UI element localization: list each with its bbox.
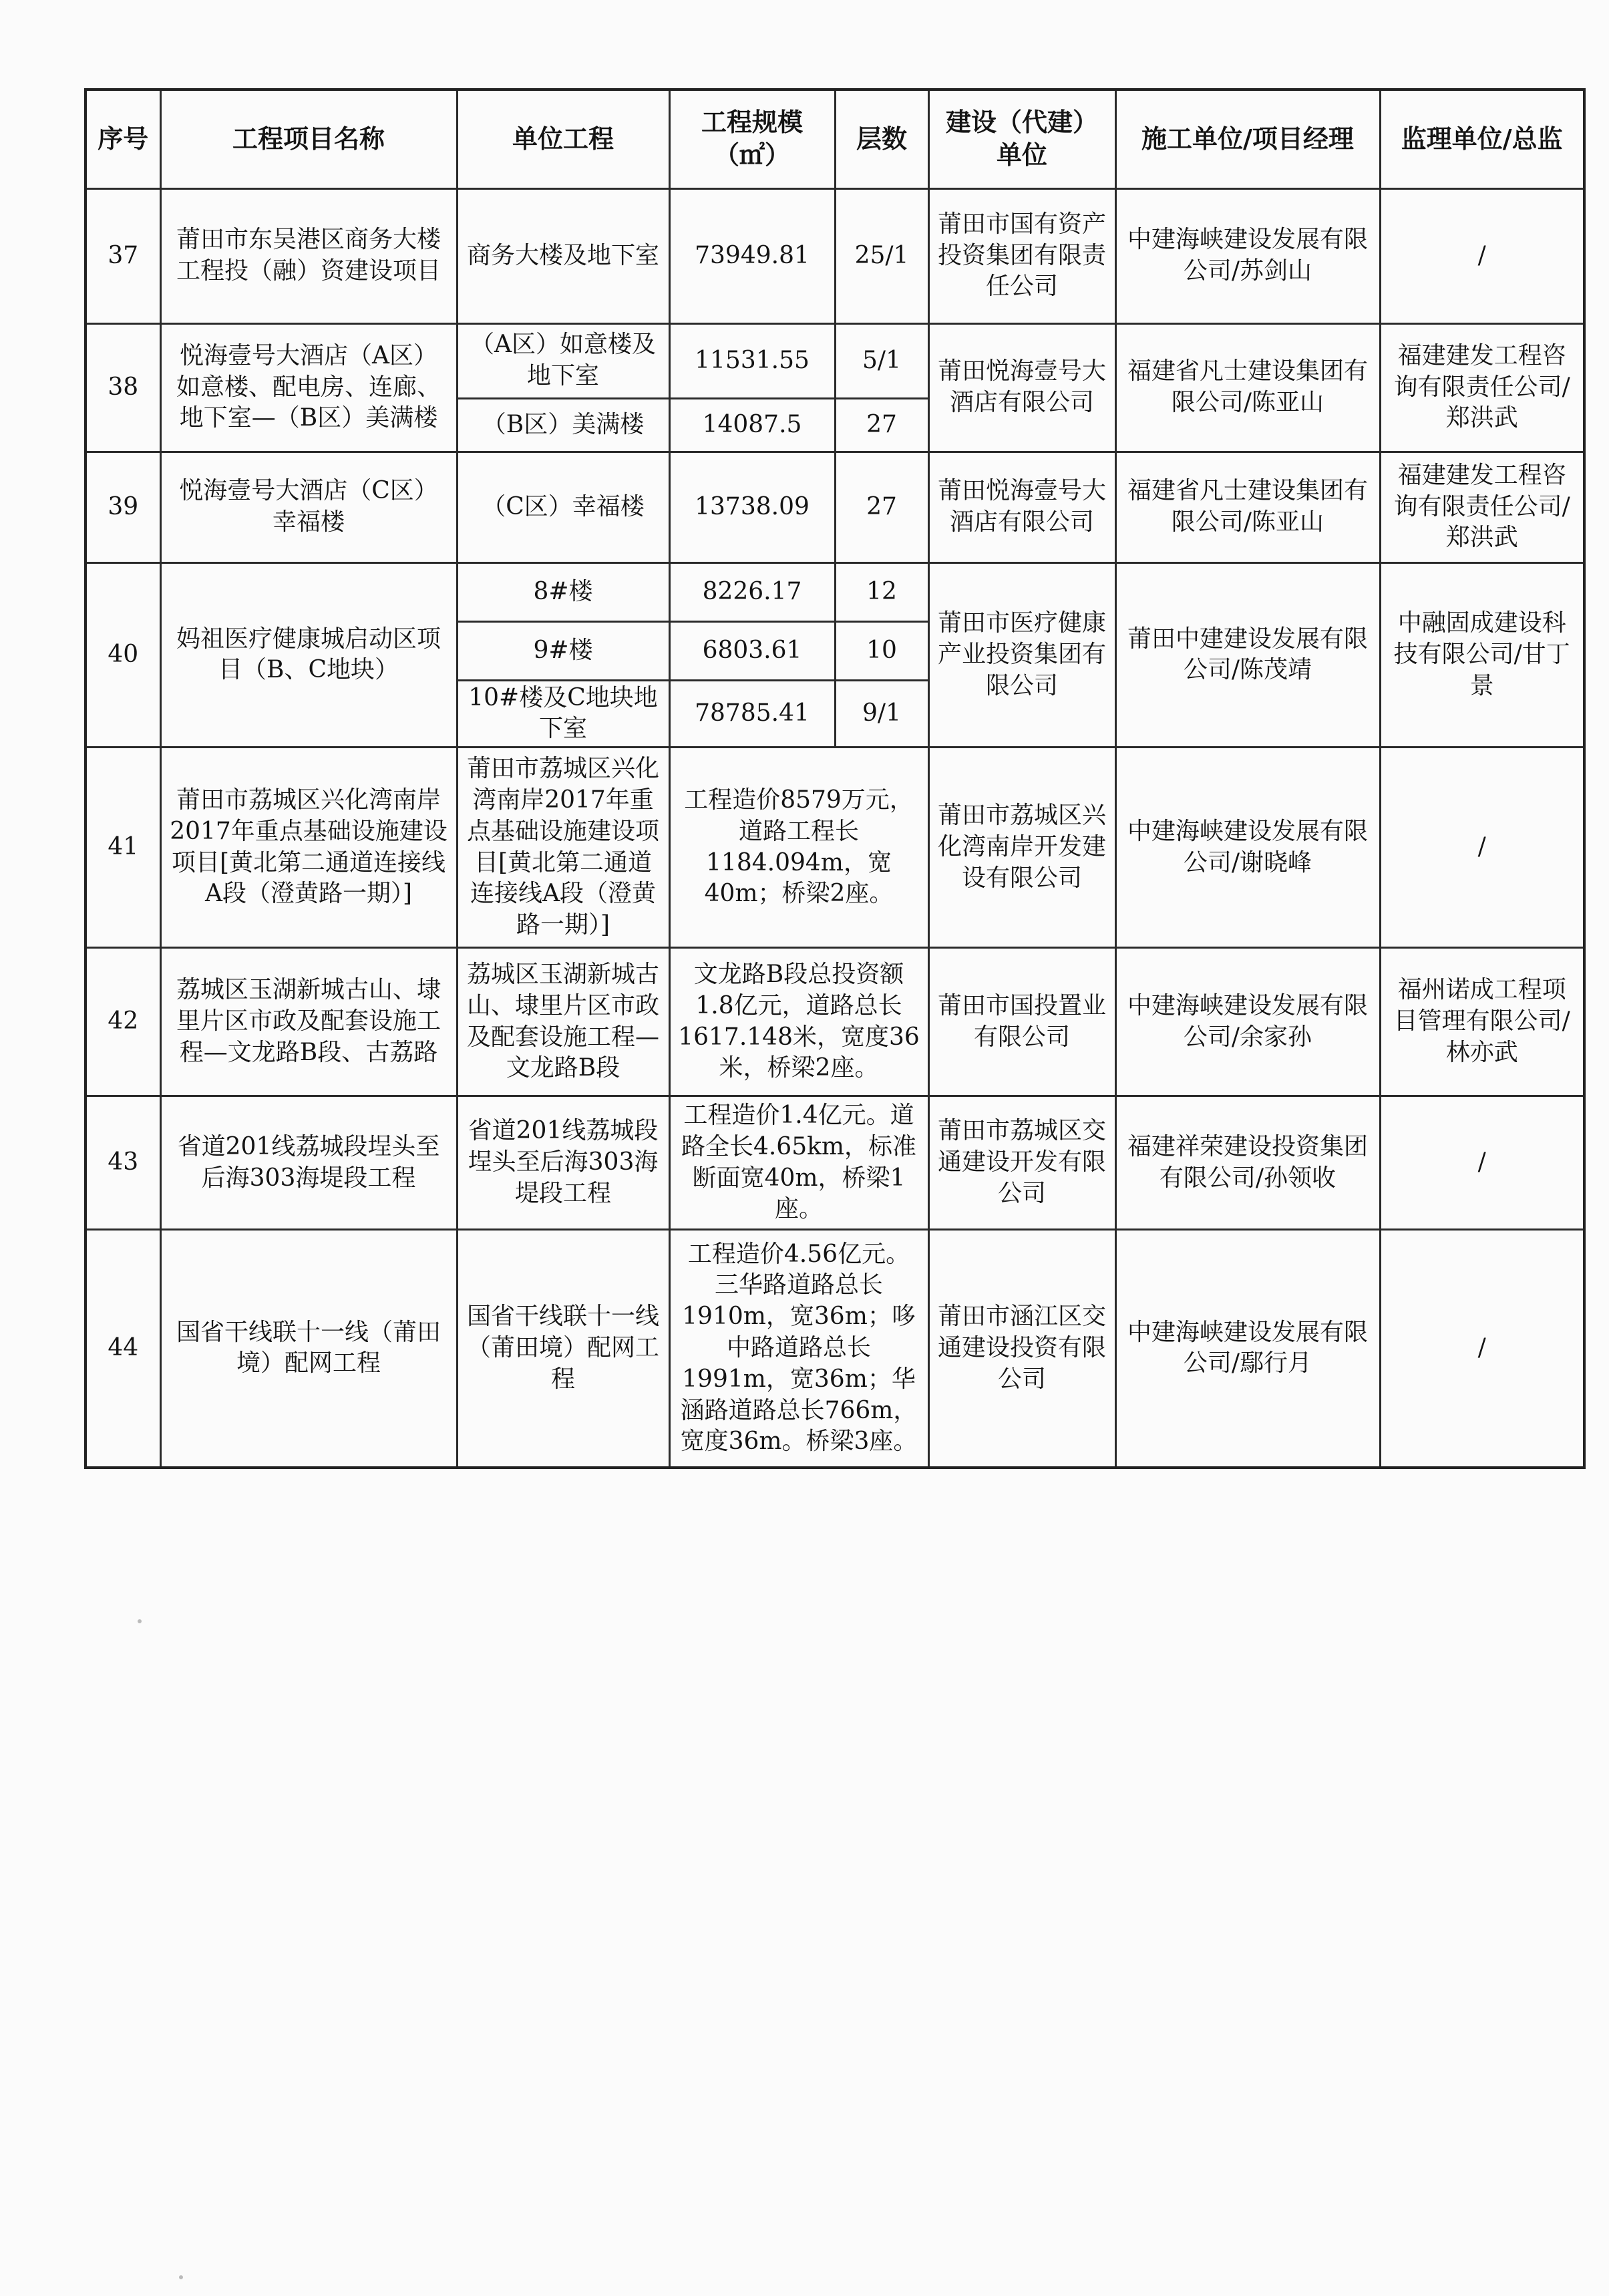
row-number: 44 [85,1230,160,1468]
header-cell: 层数 [835,90,928,188]
unit-scale: 73949.81 [669,188,835,323]
unit-name: （C区）幸福楼 [457,452,669,562]
contractor: 中建海峡建设发展有限公司/鄢行月 [1115,1230,1380,1468]
unit-scale: 工程造价8579万元，道路工程长1184.094m，宽40m；桥梁2座。 [669,748,928,948]
contractor: 中建海峡建设发展有限公司/余家孙 [1115,948,1380,1096]
unit-name: 商务大楼及地下室 [457,188,669,323]
unit-floors: 5/1 [835,323,928,398]
header-cell: 序号 [85,90,160,188]
header-cell: 工程项目名称 [160,90,457,188]
builder: 莆田市国投置业有限公司 [928,948,1115,1096]
unit-scale: 14087.5 [669,398,835,452]
unit-scale: 78785.41 [669,680,835,748]
project-name: 莆田市东吴港区商务大楼工程投（融）资建设项目 [160,188,457,323]
table-row [85,1230,1584,1468]
builder: 莆田市荔城区兴化湾南岸开发建设有限公司 [928,748,1115,948]
unit-name: 莆田市荔城区兴化湾南岸2017年重点基础设施建设项目[黄北第二通道连接线A段（澄黄路一期）] [457,748,669,948]
contractor: 福建省凡士建设集团有限公司/陈亚山 [1115,323,1380,452]
builder: 莆田市涵江区交通建设投资有限公司 [928,1230,1115,1468]
table-row [85,1096,1584,1230]
contractor: 莆田中建建设发展有限公司/陈茂靖 [1115,562,1380,748]
table-row [85,562,1584,621]
scan-speck [138,1619,142,1623]
unit-name: 8#楼 [457,562,669,621]
supervisor: / [1380,188,1584,323]
unit-scale: 工程造价1.4亿元。道路全长4.65km，标准断面宽40m，桥梁1座。 [669,1096,928,1230]
supervisor: 福州诺成工程项目管理有限公司/林亦武 [1380,948,1584,1096]
unit-floors: 27 [835,452,928,562]
row-number: 42 [85,948,160,1096]
row-number: 41 [85,748,160,948]
contractor: 中建海峡建设发展有限公司/苏剑山 [1115,188,1380,323]
unit-scale: 文龙路B段总投资额1.8亿元，道路总长1617.148米，宽度36米，桥梁2座。 [669,948,928,1096]
builder: 莆田市荔城区交通建设开发有限公司 [928,1096,1115,1230]
row-number: 38 [85,323,160,452]
unit-name: 9#楼 [457,621,669,680]
unit-scale: 13738.09 [669,452,835,562]
unit-name: 10#楼及C地块地下室 [457,680,669,748]
builder: 莆田悦海壹号大酒店有限公司 [928,323,1115,452]
row-number: 40 [85,562,160,748]
unit-name: 省道201线荔城段埕头至后海303海堤段工程 [457,1096,669,1230]
table-row [85,323,1584,398]
unit-name: （A区）如意楼及地下室 [457,323,669,398]
supervisor: 福建建发工程咨询有限责任公司/郑洪武 [1380,323,1584,452]
project-name: 悦海壹号大酒店（A区）如意楼、配电房、连廊、地下室—（B区）美满楼 [160,323,457,452]
scan-speck [179,2275,183,2279]
builder: 莆田市国有资产投资集团有限责任公司 [928,188,1115,323]
header-cell: 施工单位/项目经理 [1115,90,1380,188]
contractor: 福建省凡士建设集团有限公司/陈亚山 [1115,452,1380,562]
table-row [85,188,1584,323]
unit-scale: 工程造价4.56亿元。三华路道路总长1910m，宽36m；哆中路道路总长1991m，宽36m；华涵路道路总长766m，宽度36m。桥梁3座。 [669,1230,928,1468]
project-name: 妈祖医疗健康城启动区项目（B、C地块） [160,562,457,748]
header-cell: 监理单位/总监 [1380,90,1584,188]
unit-name: （B区）美满楼 [457,398,669,452]
header-cell: 建设（代建）单位 [928,90,1115,188]
unit-floors: 12 [835,562,928,621]
unit-scale: 8226.17 [669,562,835,621]
table-row [85,748,1584,948]
contractor: 福建祥荣建设投资集团有限公司/孙领收 [1115,1096,1380,1230]
supervisor: 福建建发工程咨询有限责任公司/郑洪武 [1380,452,1584,562]
project-name: 莆田市荔城区兴化湾南岸2017年重点基础设施建设项目[黄北第二通道连接线A段（澄黄路一期）] [160,748,457,948]
project-name: 荔城区玉湖新城古山、埭里片区市政及配套设施工程—文龙路B段、古荔路 [160,948,457,1096]
supervisor: / [1380,1096,1584,1230]
table-row [85,948,1584,1096]
unit-floors: 9/1 [835,680,928,748]
contractor: 中建海峡建设发展有限公司/谢晓峰 [1115,748,1380,948]
header-row [85,90,1584,188]
unit-name: 荔城区玉湖新城古山、埭里片区市政及配套设施工程—文龙路B段 [457,948,669,1096]
project-name: 国省干线联十一线（莆田境）配网工程 [160,1230,457,1468]
unit-scale: 6803.61 [669,621,835,680]
builder: 莆田市医疗健康产业投资集团有限公司 [928,562,1115,748]
project-table [84,88,1586,1469]
unit-scale: 11531.55 [669,323,835,398]
row-number: 39 [85,452,160,562]
supervisor: / [1380,748,1584,948]
unit-name: 国省干线联十一线（莆田境）配网工程 [457,1230,669,1468]
row-number: 43 [85,1096,160,1230]
row-number: 37 [85,188,160,323]
header-cell: 工程规模（㎡） [669,90,835,188]
project-name: 省道201线荔城段埕头至后海303海堤段工程 [160,1096,457,1230]
header-cell: 单位工程 [457,90,669,188]
supervisor: 中融固成建设科技有限公司/甘丁景 [1380,562,1584,748]
project-name: 悦海壹号大酒店（C区）幸福楼 [160,452,457,562]
unit-floors: 25/1 [835,188,928,323]
builder: 莆田悦海壹号大酒店有限公司 [928,452,1115,562]
supervisor: / [1380,1230,1584,1468]
unit-floors: 27 [835,398,928,452]
table-row [85,452,1584,562]
unit-floors: 10 [835,621,928,680]
